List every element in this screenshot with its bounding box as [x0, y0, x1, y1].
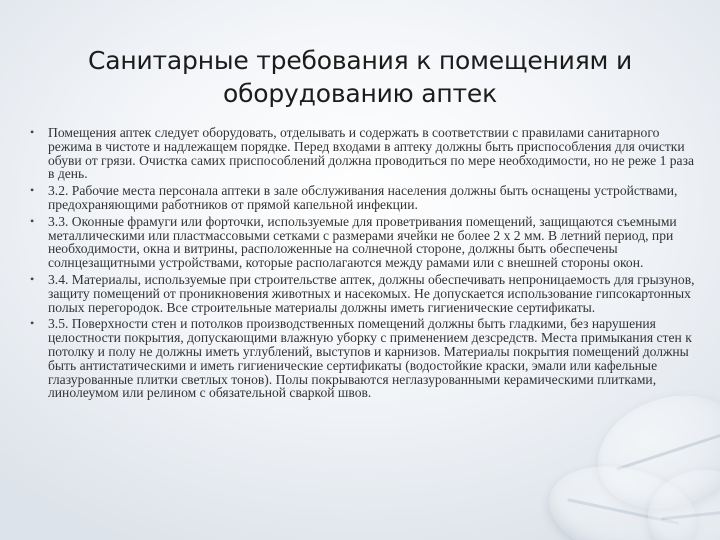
bullet-dot: • [30, 271, 35, 286]
bullet-dot: • [30, 125, 35, 139]
bullet-text: 3.3. Оконные фрамуги или форточки, используемые для проветривания помещений, защищаются съемными металлическими или пластмассовыми сетками с размерами ячейки не более 2 х 2 мм. В летний период, при необходимости, окна и витрины, расположенные на солнечной стороне, должны быть обеспечены солнцезащитными устройствами, которые располагаются между рамами или с внешней стороны окон. [48, 213, 677, 271]
bullet-item [28, 273, 698, 314]
bullet-dot: • [30, 213, 35, 228]
bullet-dot: • [30, 183, 35, 198]
bullet-list [28, 126, 698, 403]
bullet-text: 3.2. Рабочие места персонала аптеки в зале обслуживания населения должны быть оснащены устройствами, предохраняющими работников от прямой капельной инфекции. [48, 183, 678, 212]
bullet-dot: • [30, 316, 35, 331]
bullet-item [28, 184, 698, 212]
bullet-text: 3.5. Поверхности стен и потолков производственных помещений должны быть гладкими, без нарушения целостности покрытия, допускающими влажную уборку с применением дезсредств. Места примыкания стен к потолку и полу не должны иметь углублений, выступов и карнизов. Материалы покрытия помещений должны быть антистатическими и иметь гигиенические сертификаты (водостойкие краски, эмали или кафельные глазурованные плитки светлых тонов). Полы покрываются неглазурованными керамическими плитками, линолеумом или релином с обязательной сваркой швов. [48, 316, 692, 401]
bullet-text: Помещения аптек следует оборудовать, отделывать и содержать в соответствии с правилами санитарного режима в чистоте и надлежащем порядке. Перед входами в аптеку должны быть приспособления для очистки обуви от грязи. Очистка самих приспособлений должна проводиться по мере необходимости, но не реже 1 раза в день. [48, 125, 694, 182]
pill-groove [616, 432, 720, 470]
bullet-item [28, 215, 698, 270]
pill-groove [661, 509, 720, 521]
slide-title: Санитарные требования к помещениям и оборудованию аптек [87, 46, 633, 108]
bullet-text: 3.4. Материалы, используемые при строительстве аптек, должны обеспечивать непроницаемость для грызунов, защиту помещений от проникновения животных и насекомых. Не допускается использование гипсокартонных полых перегородок. Все строительные материалы должны иметь гигиенические сертификаты. [48, 271, 695, 315]
bullet-item [28, 317, 698, 400]
bullet-item [28, 126, 698, 181]
